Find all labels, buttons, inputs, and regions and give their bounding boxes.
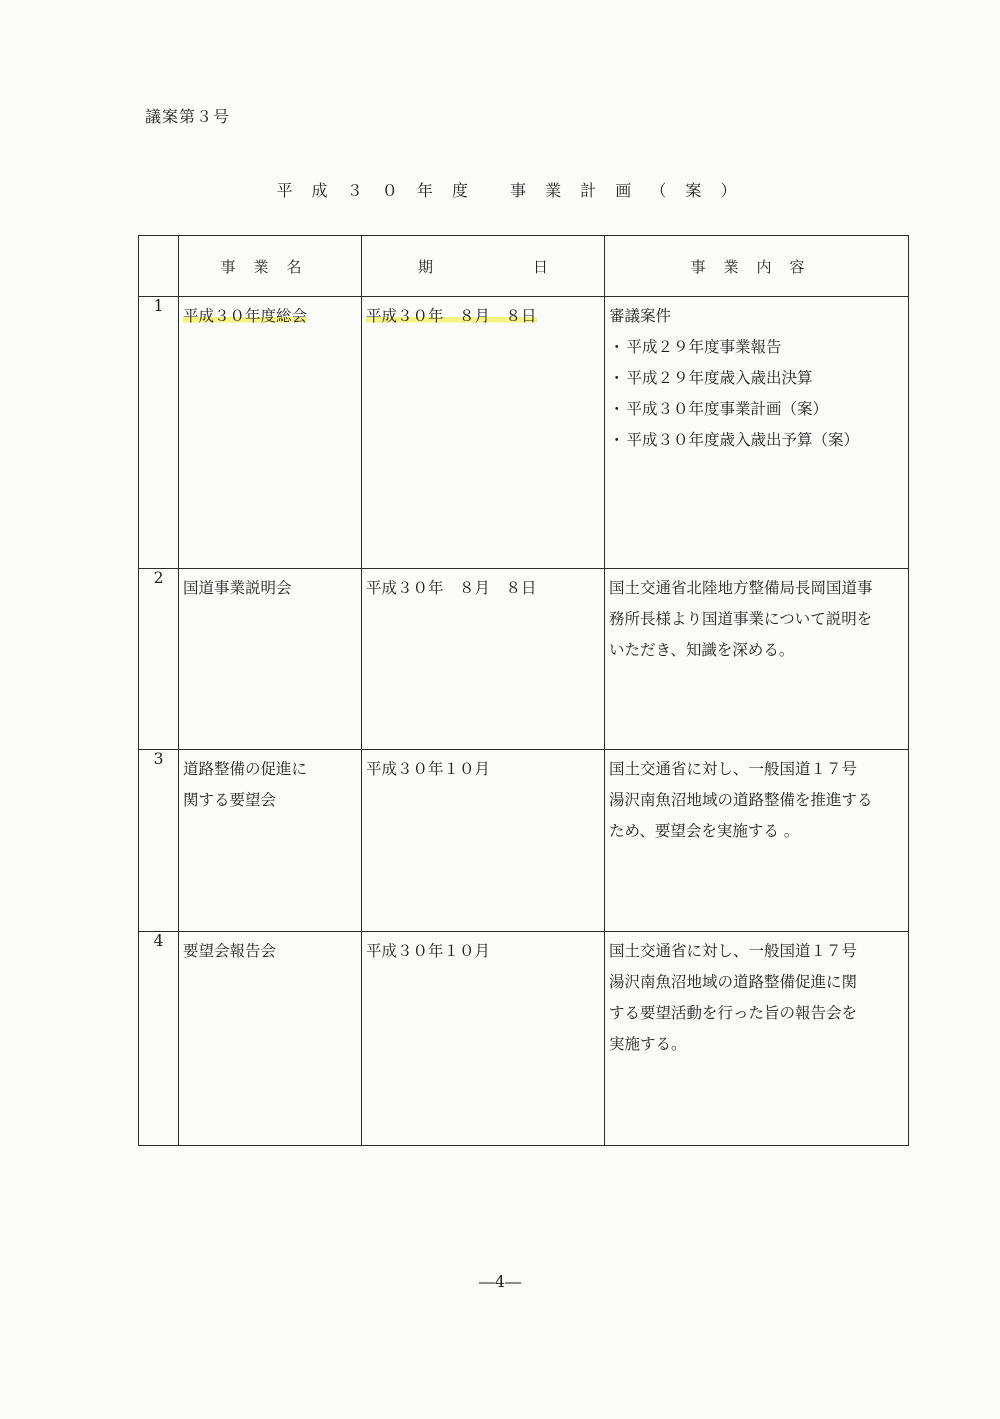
- event-date: 平成３０年 ８月 ８日: [366, 579, 537, 597]
- event-date-cell: [362, 932, 605, 1146]
- event-name: 関する要望会: [183, 791, 277, 809]
- agenda-item: ・ 平成２９年度歳入歳出決算: [609, 363, 904, 394]
- header-name: 事業名: [179, 236, 362, 297]
- document-title: 平 成 ３ ０ 年 度 事 業 計 画 （ 案 ）: [276, 181, 744, 200]
- event-date: 平成３０年 ８月 ８日: [366, 307, 537, 325]
- header-date: [362, 236, 605, 297]
- table-row: [139, 569, 909, 750]
- event-content-cell: [605, 750, 909, 932]
- table-row: [139, 932, 909, 1146]
- event-name: 平成３０年度総会: [183, 307, 308, 325]
- content-line: 湯沢南魚沼地域の道路整備を推進する: [609, 791, 873, 809]
- row-number: 3: [139, 750, 179, 932]
- agenda-number: 議案第３号: [145, 107, 231, 126]
- content-line: 国土交通省に対し、一般国道１７号: [609, 760, 858, 778]
- row-number: 1: [139, 297, 179, 569]
- business-plan-table: [138, 235, 909, 1146]
- event-name: 国道事業説明会: [183, 579, 292, 597]
- event-name: 道路整備の促進に: [183, 760, 308, 778]
- row-number: 4: [139, 932, 179, 1146]
- event-name-cell: [179, 569, 362, 750]
- content-line: 実施する。: [609, 1035, 687, 1053]
- event-content-cell: [605, 569, 909, 750]
- event-date: 平成３０年１０月: [366, 942, 491, 960]
- table-row: [139, 750, 909, 932]
- event-date: 平成３０年１０月: [366, 760, 491, 778]
- header-content: 事業内容: [605, 236, 909, 297]
- header-date-a: 期: [417, 257, 433, 276]
- content-line: する要望活動を行った旨の報告会を: [609, 1004, 858, 1022]
- event-date-cell: [362, 297, 605, 569]
- content-line: ため、要望会を実施する 。: [609, 822, 800, 840]
- table-header-row: [139, 236, 909, 297]
- content-line: 湯沢南魚沼地域の道路整備促進に関: [609, 973, 858, 991]
- event-name: 要望会報告会: [183, 942, 277, 960]
- content-line: 国土交通省に対し、一般国道１７号: [609, 942, 858, 960]
- content-line: 務所長様より国道事業について説明を: [609, 610, 873, 628]
- agenda-item: ・ 平成３０年度歳入歳出予算（案）: [609, 425, 904, 456]
- event-content-cell: [605, 932, 909, 1146]
- table-row: [139, 297, 909, 569]
- header-no: [139, 236, 179, 297]
- event-name-cell: [179, 297, 362, 569]
- agenda-item: ・ 平成３０年度事業計画（案）: [609, 394, 904, 425]
- row-number: 2: [139, 569, 179, 750]
- event-name-cell: [179, 932, 362, 1146]
- page-number: ―4―: [478, 1272, 522, 1291]
- agenda-item: ・ 平成２９年度事業報告: [609, 332, 904, 363]
- content-line: 国土交通省北陸地方整備局長岡国道事: [609, 579, 873, 597]
- event-date-cell: [362, 750, 605, 932]
- content-line: いただき、知識を深める。: [609, 641, 795, 659]
- event-name-cell: [179, 750, 362, 932]
- header-date-b: 日: [533, 257, 549, 276]
- content-line: 審議案件: [609, 307, 672, 325]
- event-date-cell: [362, 569, 605, 750]
- event-content-cell: [605, 297, 909, 569]
